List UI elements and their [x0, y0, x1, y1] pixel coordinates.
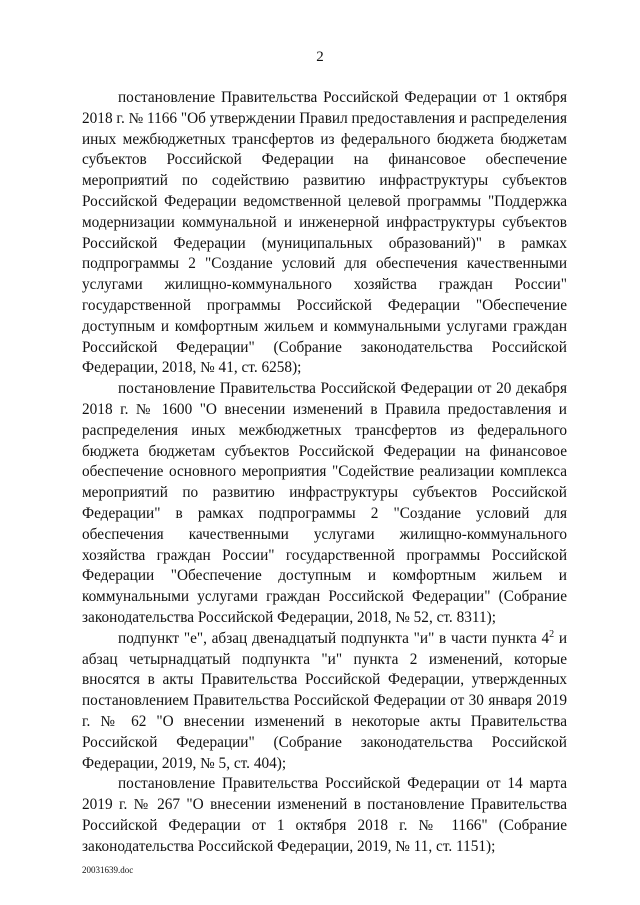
superscript: 2 [549, 628, 555, 640]
paragraph-text-before-sup: подпункт "е", абзац двенадцатый подпункта "и" в части пункта 4 [118, 629, 550, 647]
paragraph-resolution-1166: постановление Правительства Российской Федерации от 1 октября 2018 г. № 1166 "Об утверждении Правил предоставления и распределения иных межбюджетных трансфертов из федерального бюджета бюджетам субъектов Российской Федерации на финансовое обеспечение мероприятий по содействию развитию инфраструктуры субъектов Российской Федерации ведомственной целевой программы "Поддержка модернизации коммунальной и инженерной инфраструктуры субъектов Российской Федерации (муниципальных образований)" в рамках подпрограммы 2 "Создание условий для обеспечения качественными услугами жилищно-коммунального хозяйства граждан России" государственной программы Российской Федерации "Обеспечение доступным и комфортным жильем и коммунальными услугами граждан Российской Федерации" (Собрание законодательства Российской Федерации, 2018, № 41, ст. 6258); [82, 89, 567, 377]
paragraph-resolution-62 [82, 629, 567, 775]
paragraph-resolution-1600: постановление Правительства Российской Федерации от 20 декабря 2018 г. № 1600 "О внесении изменений в Правила предоставления и распределения иных межбюджетных трансфертов из федерального бюджета бюджетам субъектов Российской Федерации на финансовое обеспечение основного мероприятия "Содействие реализации комплекса мероприятий по развитию инфраструктуры субъектов Российской Федерации" в рамках подпрограммы 2 "Создание условий для обеспечения качественными услугами жилищно-коммунального хозяйства граждан России" государственной программы Российской Федерации "Обеспечение доступным и комфортным жильем и коммунальными услугами граждан Российской Федерации" (Собрание законодательства Российской Федерации, 2018, № 52, ст. 8311); [82, 380, 567, 626]
footer-doc-id: 20031639.doc [82, 865, 134, 875]
page-number: 2 [316, 49, 324, 65]
paragraph-resolution-267: постановление Правительства Российской Федерации от 14 марта 2019 г. № 267 "О внесении изменений в постановление Правительства Российской Федерации от 1 октября 2018 г. № 1166" (Собрание законодательства Российской Федерации, 2019, № 11, ст. 1151); [82, 775, 567, 855]
document-body [82, 88, 567, 857]
paragraph-text-after-sup: и абзац четырнадцатый подпункта "и" пункта 2 изменений, которые вносятся в акты Правительства Российской Федерации, утвержденных постановлением Правительства Российской Федерации от 30 января 2019 г. № 62 "О внесении изменений в некоторые акты Правительства Российской Федерации" (Собрание законодательства Российской Федерации, 2019, № 5, ст. 404); [82, 629, 568, 772]
